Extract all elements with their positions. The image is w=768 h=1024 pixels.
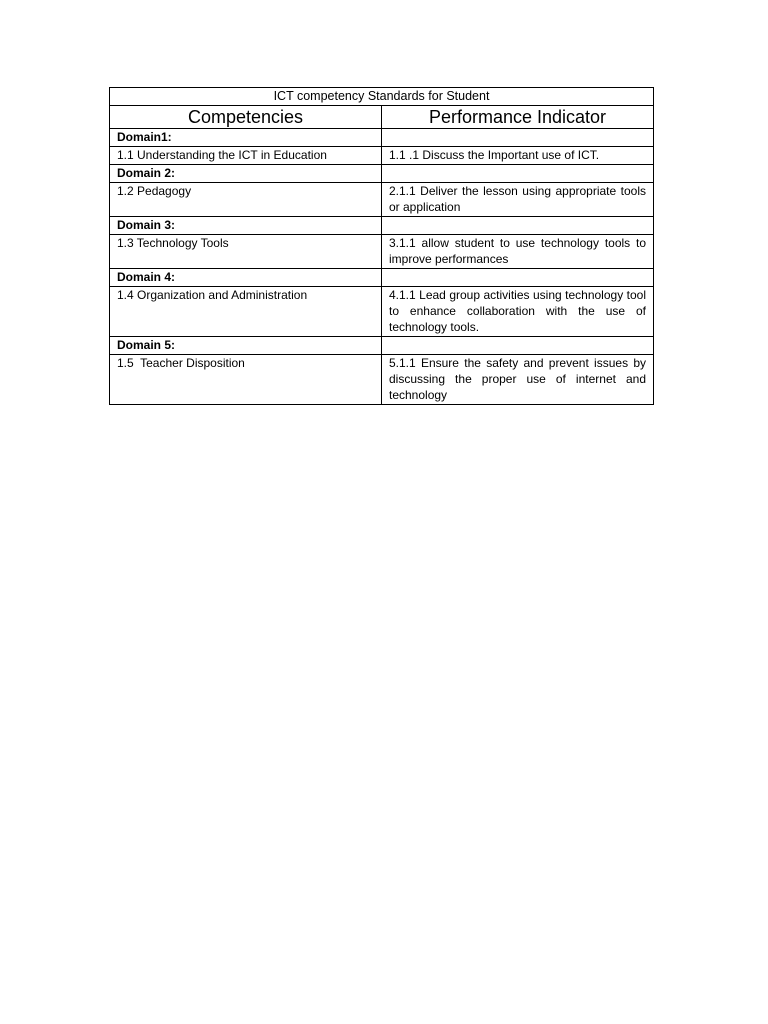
table-header-row bbox=[110, 106, 654, 129]
domain-row bbox=[110, 165, 654, 183]
domain-row bbox=[110, 337, 654, 355]
table-caption: ICT competency Standards for Student bbox=[110, 88, 654, 106]
empty-cell bbox=[382, 269, 654, 287]
table-row bbox=[110, 287, 654, 337]
domain-label: Domain1: bbox=[110, 129, 382, 147]
competency-cell: 1.2 Pedagogy bbox=[110, 183, 382, 217]
indicator-cell: 1.1 .1 Discuss the Important use of ICT. bbox=[382, 147, 654, 165]
empty-cell bbox=[382, 217, 654, 235]
indicator-cell: 3.1.1 allow student to use technology tools to improve performances bbox=[382, 235, 654, 269]
domain-label: Domain 4: bbox=[110, 269, 382, 287]
table-row bbox=[110, 183, 654, 217]
header-competencies: Competencies bbox=[110, 106, 382, 129]
domain-label: Domain 3: bbox=[110, 217, 382, 235]
empty-cell bbox=[382, 129, 654, 147]
indicator-cell: 4.1.1 Lead group activities using technology tool to enhance collaboration with the use of technology tools. bbox=[382, 287, 654, 337]
empty-cell bbox=[382, 165, 654, 183]
table-caption-row bbox=[110, 88, 654, 106]
competency-cell: 1.3 Technology Tools bbox=[110, 235, 382, 269]
competency-cell: 1.1 Understanding the ICT in Education bbox=[110, 147, 382, 165]
indicator-cell: 2.1.1 Deliver the lesson using appropriate tools or application bbox=[382, 183, 654, 217]
empty-cell bbox=[382, 337, 654, 355]
domain-row bbox=[110, 129, 654, 147]
header-performance-indicator: Performance Indicator bbox=[382, 106, 654, 129]
ict-competency-table bbox=[109, 87, 654, 405]
domain-label: Domain 5: bbox=[110, 337, 382, 355]
table-row bbox=[110, 147, 654, 165]
table-row bbox=[110, 355, 654, 405]
indicator-cell: 5.1.1 Ensure the safety and prevent issues by discussing the proper use of internet and technology bbox=[382, 355, 654, 405]
domain-label: Domain 2: bbox=[110, 165, 382, 183]
table-row bbox=[110, 235, 654, 269]
domain-row bbox=[110, 269, 654, 287]
competency-cell: 1.5 Teacher Disposition bbox=[110, 355, 382, 405]
domain-row bbox=[110, 217, 654, 235]
competency-cell: 1.4 Organization and Administration bbox=[110, 287, 382, 337]
